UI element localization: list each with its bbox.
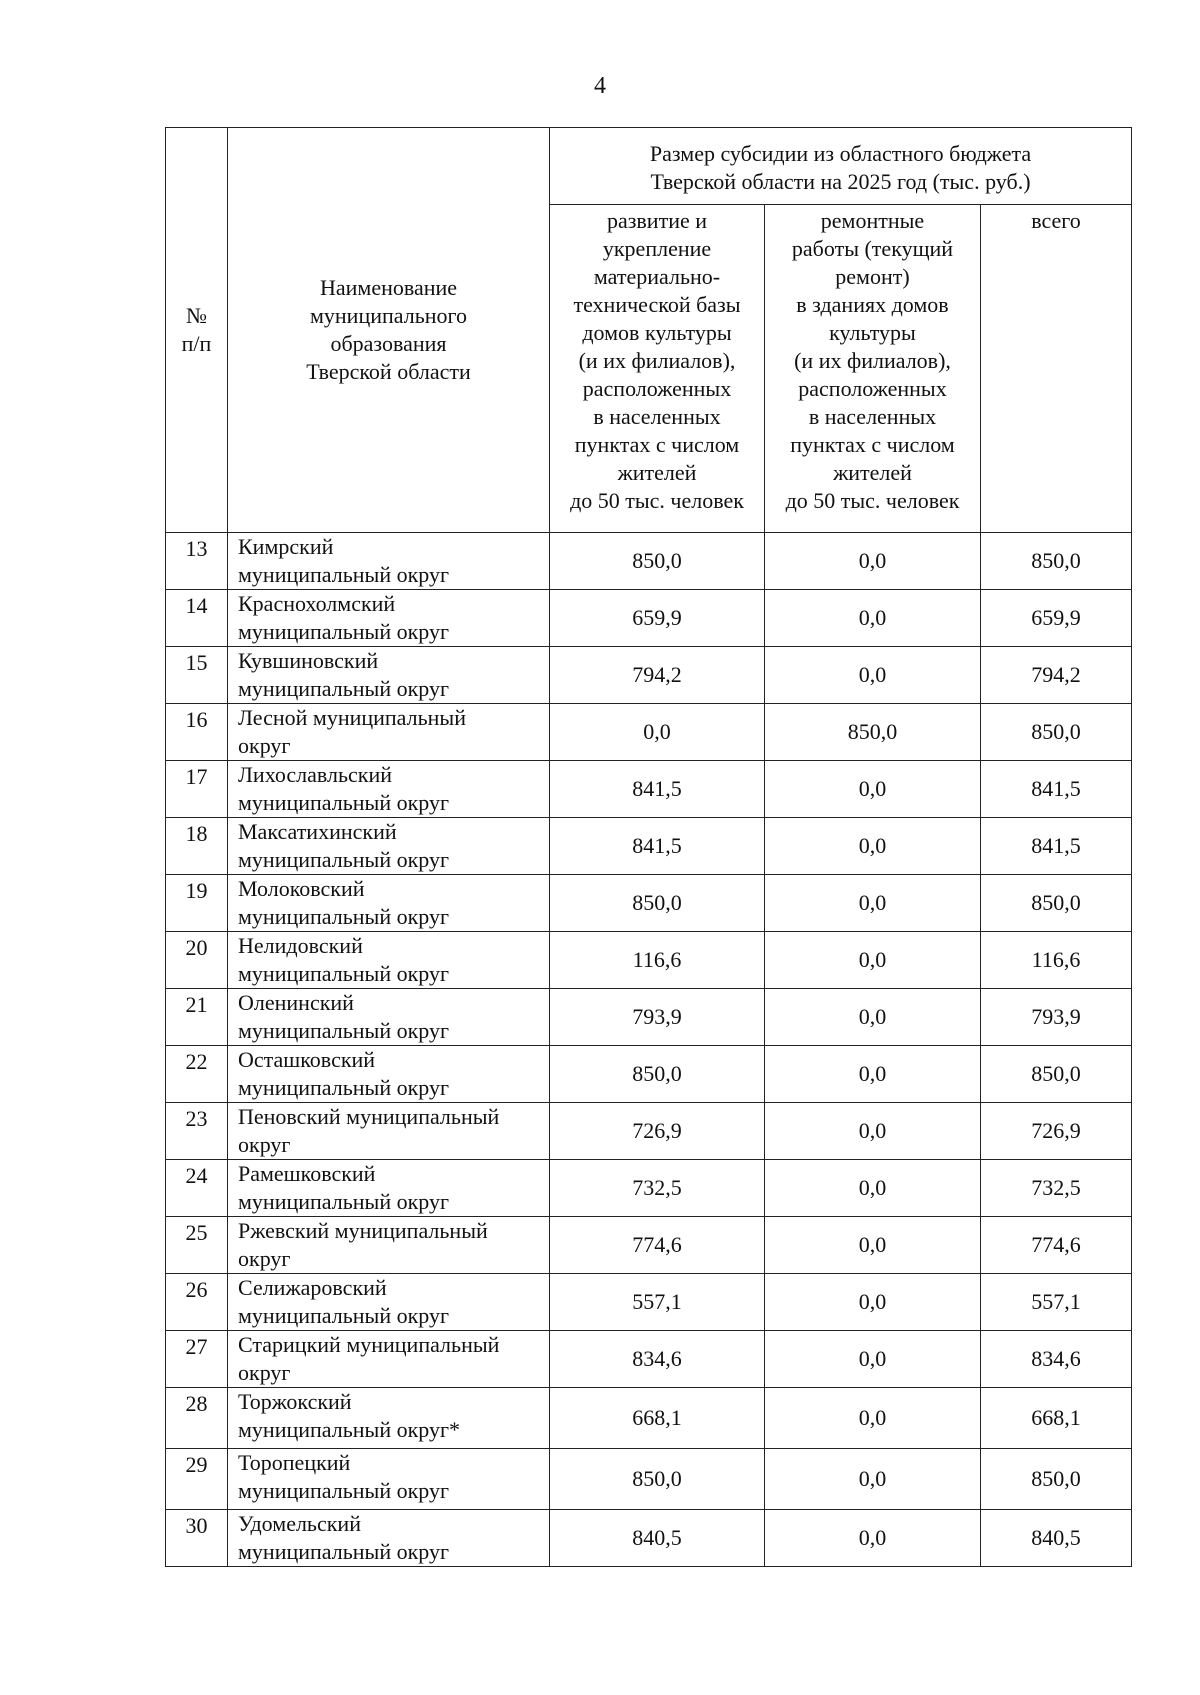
row-municipality-name: Рамешковский муниципальный округ <box>228 1160 550 1217</box>
row-repair-value: 0,0 <box>765 647 981 704</box>
row-repair-value: 0,0 <box>765 1046 981 1103</box>
row-number: 29 <box>166 1449 228 1510</box>
row-number: 27 <box>166 1331 228 1388</box>
row-development-value: 840,5 <box>550 1510 765 1567</box>
table-row <box>166 818 1132 875</box>
table-row <box>166 1160 1132 1217</box>
row-repair-value: 0,0 <box>765 989 981 1046</box>
row-total-value: 840,5 <box>981 1510 1132 1567</box>
table-row <box>166 1274 1132 1331</box>
table-row <box>166 1510 1132 1567</box>
row-municipality-name: Селижаровский муниципальный округ <box>228 1274 550 1331</box>
header-subsidy-group: Размер субсидии из областного бюджета Тверской области на 2025 год (тыс. руб.) <box>550 128 1132 205</box>
subsidy-table <box>165 127 1132 1567</box>
row-total-value: 774,6 <box>981 1217 1132 1274</box>
row-total-value: 850,0 <box>981 1046 1132 1103</box>
row-development-value: 0,0 <box>550 704 765 761</box>
row-number: 20 <box>166 932 228 989</box>
row-total-value: 850,0 <box>981 1449 1132 1510</box>
table-body <box>166 533 1132 1567</box>
table-row <box>166 1449 1132 1510</box>
row-repair-value: 0,0 <box>765 1331 981 1388</box>
table-row <box>166 704 1132 761</box>
row-number: 16 <box>166 704 228 761</box>
row-repair-value: 0,0 <box>765 1217 981 1274</box>
row-municipality-name: Кувшиновский муниципальный округ <box>228 647 550 704</box>
row-municipality-name: Торопецкий муниципальный округ <box>228 1449 550 1510</box>
row-municipality-name: Старицкий муниципальный округ <box>228 1331 550 1388</box>
row-total-value: 726,9 <box>981 1103 1132 1160</box>
row-municipality-name: Максатихинский муниципальный округ <box>228 818 550 875</box>
row-total-value: 850,0 <box>981 704 1132 761</box>
header-index: № п/п <box>166 128 228 533</box>
row-development-value: 794,2 <box>550 647 765 704</box>
header-repair: ремонтные работы (текущий ремонт) в зданиях домов культуры (и их филиалов), расположенных в населенных пунктах с числом жителей до 50 тыс. человек <box>765 205 981 533</box>
row-development-value: 668,1 <box>550 1388 765 1449</box>
row-development-value: 841,5 <box>550 761 765 818</box>
row-development-value: 850,0 <box>550 875 765 932</box>
row-development-value: 659,9 <box>550 590 765 647</box>
row-development-value: 557,1 <box>550 1274 765 1331</box>
row-municipality-name: Удомельский муниципальный округ <box>228 1510 550 1567</box>
row-municipality-name: Лихославльский муниципальный округ <box>228 761 550 818</box>
row-number: 17 <box>166 761 228 818</box>
row-repair-value: 0,0 <box>765 1103 981 1160</box>
table-row <box>166 1331 1132 1388</box>
row-municipality-name: Лесной муниципальный округ <box>228 704 550 761</box>
table-row <box>166 932 1132 989</box>
row-number: 22 <box>166 1046 228 1103</box>
row-total-value: 841,5 <box>981 818 1132 875</box>
row-municipality-name: Ржевский муниципальный округ <box>228 1217 550 1274</box>
row-development-value: 793,9 <box>550 989 765 1046</box>
row-total-value: 834,6 <box>981 1331 1132 1388</box>
row-repair-value: 0,0 <box>765 1274 981 1331</box>
row-total-value: 793,9 <box>981 989 1132 1046</box>
row-municipality-name: Пеновский муниципальный округ <box>228 1103 550 1160</box>
row-repair-value: 0,0 <box>765 875 981 932</box>
row-development-value: 850,0 <box>550 1046 765 1103</box>
table-row <box>166 1217 1132 1274</box>
row-total-value: 850,0 <box>981 875 1132 932</box>
row-development-value: 774,6 <box>550 1217 765 1274</box>
row-total-value: 794,2 <box>981 647 1132 704</box>
row-number: 25 <box>166 1217 228 1274</box>
row-municipality-name: Осташковский муниципальный округ <box>228 1046 550 1103</box>
table-row <box>166 1103 1132 1160</box>
table-row <box>166 533 1132 590</box>
row-development-value: 841,5 <box>550 818 765 875</box>
row-number: 13 <box>166 533 228 590</box>
header-municipality-name: Наименование муниципального образования Тверской области <box>228 128 550 533</box>
row-repair-value: 0,0 <box>765 590 981 647</box>
row-repair-value: 0,0 <box>765 932 981 989</box>
table-row <box>166 761 1132 818</box>
table-row <box>166 1046 1132 1103</box>
row-total-value: 732,5 <box>981 1160 1132 1217</box>
row-municipality-name: Оленинский муниципальный округ <box>228 989 550 1046</box>
row-development-value: 732,5 <box>550 1160 765 1217</box>
row-development-value: 116,6 <box>550 932 765 989</box>
row-total-value: 557,1 <box>981 1274 1132 1331</box>
row-total-value: 850,0 <box>981 533 1132 590</box>
row-total-value: 668,1 <box>981 1388 1132 1449</box>
table-row <box>166 875 1132 932</box>
row-total-value: 841,5 <box>981 761 1132 818</box>
row-repair-value: 0,0 <box>765 1160 981 1217</box>
row-number: 23 <box>166 1103 228 1160</box>
row-number: 30 <box>166 1510 228 1567</box>
row-development-value: 726,9 <box>550 1103 765 1160</box>
row-number: 28 <box>166 1388 228 1449</box>
row-municipality-name: Нелидовский муниципальный округ <box>228 932 550 989</box>
row-repair-value: 0,0 <box>765 818 981 875</box>
row-development-value: 850,0 <box>550 1449 765 1510</box>
row-number: 18 <box>166 818 228 875</box>
row-number: 15 <box>166 647 228 704</box>
table-header <box>166 128 1132 533</box>
header-development: развитие и укрепление материально- технической базы домов культуры (и их филиалов), расположенных в населенных пунктах с числом жителей до 50 тыс. человек <box>550 205 765 533</box>
row-municipality-name: Торжокский муниципальный округ* <box>228 1388 550 1449</box>
row-total-value: 116,6 <box>981 932 1132 989</box>
row-repair-value: 0,0 <box>765 1449 981 1510</box>
table-row <box>166 647 1132 704</box>
row-repair-value: 0,0 <box>765 761 981 818</box>
table-row <box>166 1388 1132 1449</box>
row-municipality-name: Краснохолмский муниципальный округ <box>228 590 550 647</box>
header-total: всего <box>981 205 1132 533</box>
row-development-value: 850,0 <box>550 533 765 590</box>
row-number: 26 <box>166 1274 228 1331</box>
row-number: 14 <box>166 590 228 647</box>
row-repair-value: 850,0 <box>765 704 981 761</box>
row-development-value: 834,6 <box>550 1331 765 1388</box>
table-row <box>166 989 1132 1046</box>
table-row <box>166 590 1132 647</box>
row-number: 21 <box>166 989 228 1046</box>
page-number: 4 <box>594 73 606 99</box>
row-total-value: 659,9 <box>981 590 1132 647</box>
row-municipality-name: Кимрский муниципальный округ <box>228 533 550 590</box>
row-repair-value: 0,0 <box>765 1510 981 1567</box>
row-number: 19 <box>166 875 228 932</box>
row-repair-value: 0,0 <box>765 533 981 590</box>
row-number: 24 <box>166 1160 228 1217</box>
row-municipality-name: Молоковский муниципальный округ <box>228 875 550 932</box>
row-repair-value: 0,0 <box>765 1388 981 1449</box>
